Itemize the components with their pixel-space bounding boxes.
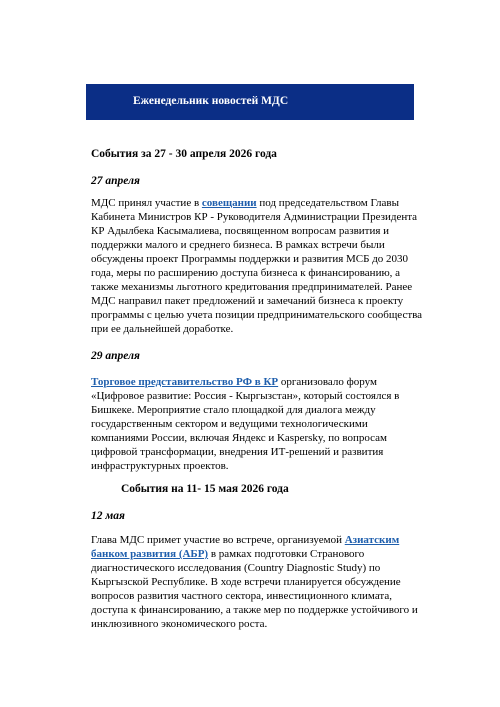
newsletter-title: Еженедельник новостей МДС xyxy=(133,95,289,107)
date-may-12: 12 мая xyxy=(91,510,125,522)
news-text: МДС принял участие в xyxy=(91,197,202,209)
section-heading-april: События за 27 - 30 апреля 2026 года xyxy=(91,148,277,160)
news-item-may-12 xyxy=(91,533,423,631)
news-text: Глава МДС примет участие во встрече, организуемой xyxy=(91,534,345,546)
meeting-link[interactable]: совещании xyxy=(201,197,257,209)
section-heading-may: События на 11- 15 мая 2026 года xyxy=(121,483,289,495)
date-april-27: 27 апреля xyxy=(91,175,140,187)
news-item-april-29 xyxy=(91,375,423,473)
news-text: организовало форум «Цифровое развитие: Россия - Кыргызстан», который состоялся в Бишкеке. Мероприятие стало площадкой для диалога между государственным сектором и ведущими технологическими компаниями России, включая Яндекс и Kaspersky, по вопросам цифровой трансформации, внедрения ИТ-решений и развития инфраструктурных проектов. xyxy=(91,376,400,472)
news-text: в рамках подготовки Странового диагностического исследования (Country Diagnostic Study) по Кыргызской Республике. В ходе встречи планируется обсуждение вопросов развития частного сектора, инвестиционного климата, доступа к финансированию, а также мер по поддержке устойчивого и инклюзивного экономического роста. xyxy=(91,548,418,630)
news-text: под председательством Главы Кабинета Министров КР - Руководителя Администрации Президента КР Адылбека Касымалиева, посвященном вопросам развития и поддержки малого и среднего бизнеса. В рамках встречи были обсуждены проект Программы поддержки и развития МСБ до 2030 года, меры по расширению доступа бизнеса к финансированию, а также механизмы льготного кредитования предпринимателей. Ранее МДС направил пакет предложений и замечаний бизнеса к проекту программы с целью учета позиции предпринимательского сообщества при ее дальнейшей доработке. xyxy=(91,197,423,335)
news-item-april-27 xyxy=(91,196,423,336)
newsletter-banner xyxy=(86,84,414,120)
adb-link[interactable]: Азиатским банком развития (АБР) xyxy=(91,534,400,560)
trade-representation-link[interactable]: Торговое представительство РФ в КР xyxy=(91,376,279,388)
date-april-29: 29 апреля xyxy=(91,350,140,362)
